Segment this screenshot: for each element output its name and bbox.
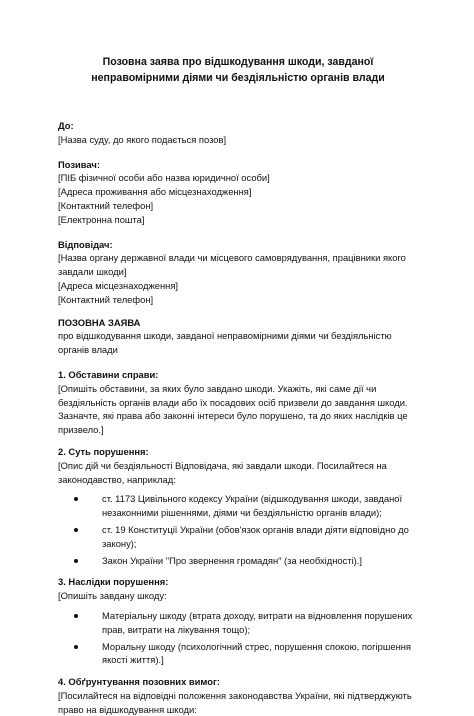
bullet-list [58,609,418,667]
document-title: Позовна заява про відшкодування шкоди, завданої неправомірними діями чи бездіяльністю органів влади [91,56,385,84]
section-text: [Опишіть завдану шкоду: [58,590,167,602]
section-heading: 3. Наслідки порушення: [58,576,169,588]
to-label: До: [58,120,74,131]
section-text: [Опис дій чи бездіяльності Відповідача, які завдали шкоди. Посилайтеся на законодавство, наприклад: [58,459,387,485]
list-item: Матеріальну шкоду (втрата доходу, витрати на відновлення порушених прав, витрати на лікування тощо); [102,609,418,637]
defendant-address: [Адреса місцезнаходження] [58,279,179,291]
bullet-list [58,492,418,567]
defendant-label: Відповідач: [58,238,113,250]
section-circumstances [58,368,418,437]
section-violation [58,445,418,567]
list-item: ст. 1173 Цивільного кодексу України (відшкодування шкоди, завданої незаконними рішеннями, діями чи бездіяльністю органів влади); [102,492,418,520]
plaintiff-section [58,158,418,227]
list-item: ст. 19 Конституції України (обов'язок органів влади діяти відповідно до закону); [102,523,418,551]
section-text: [Опишіть обставини, за яких було завдано шкоди. Укажіть, які саме дії чи бездіяльність органів влади або їх посадових осіб призвели до завдання шкоди. Зазначте, які права або законні інтереси було порушено, та до яких наслідків це призвело.] [58,382,408,436]
claim-header [58,316,418,357]
plaintiff-name: [ПІБ фізичної особи або назва юридичної особи] [58,172,270,184]
defendant-section [58,238,418,307]
claim-heading: ПОЗОВНА ЗАЯВА [58,316,141,328]
section-consequences [58,575,418,667]
list-item: Закон України "Про звернення громадян" (за необхідності).] [102,554,418,568]
section-justification [58,675,418,716]
section-heading: 1. Обставини справи: [58,368,159,380]
section-text: [Посилайтеся на відповідні положення законодавства України, які підтверджують право на відшкодування шкоди: [58,689,412,715]
to-section [58,119,418,147]
plaintiff-email: [Електронна пошта] [58,213,145,225]
plaintiff-label: Позивач: [58,158,100,170]
claim-subheading: про відшкодування шкоди, завданої неправомірними діями чи бездіяльністю органів влади [58,330,392,356]
plaintiff-phone: [Контактний телефон] [58,199,154,211]
court-name: [Назва суду, до якого подається позов] [58,133,227,145]
section-heading: 2. Суть порушення: [58,445,149,457]
defendant-name: [Назва органу державної влади чи місцевого самоврядування, працівники якого завдали шкоди] [58,252,406,278]
list-item: Моральну шкоду (психологічний стрес, порушення спокою, погіршення якості життя).] [102,640,418,668]
plaintiff-address: [Адреса проживання або місцезнаходження] [58,186,252,198]
defendant-phone: [Контактний телефон] [58,293,154,305]
section-heading: 4. Обґрунтування позовних вимог: [58,676,220,688]
